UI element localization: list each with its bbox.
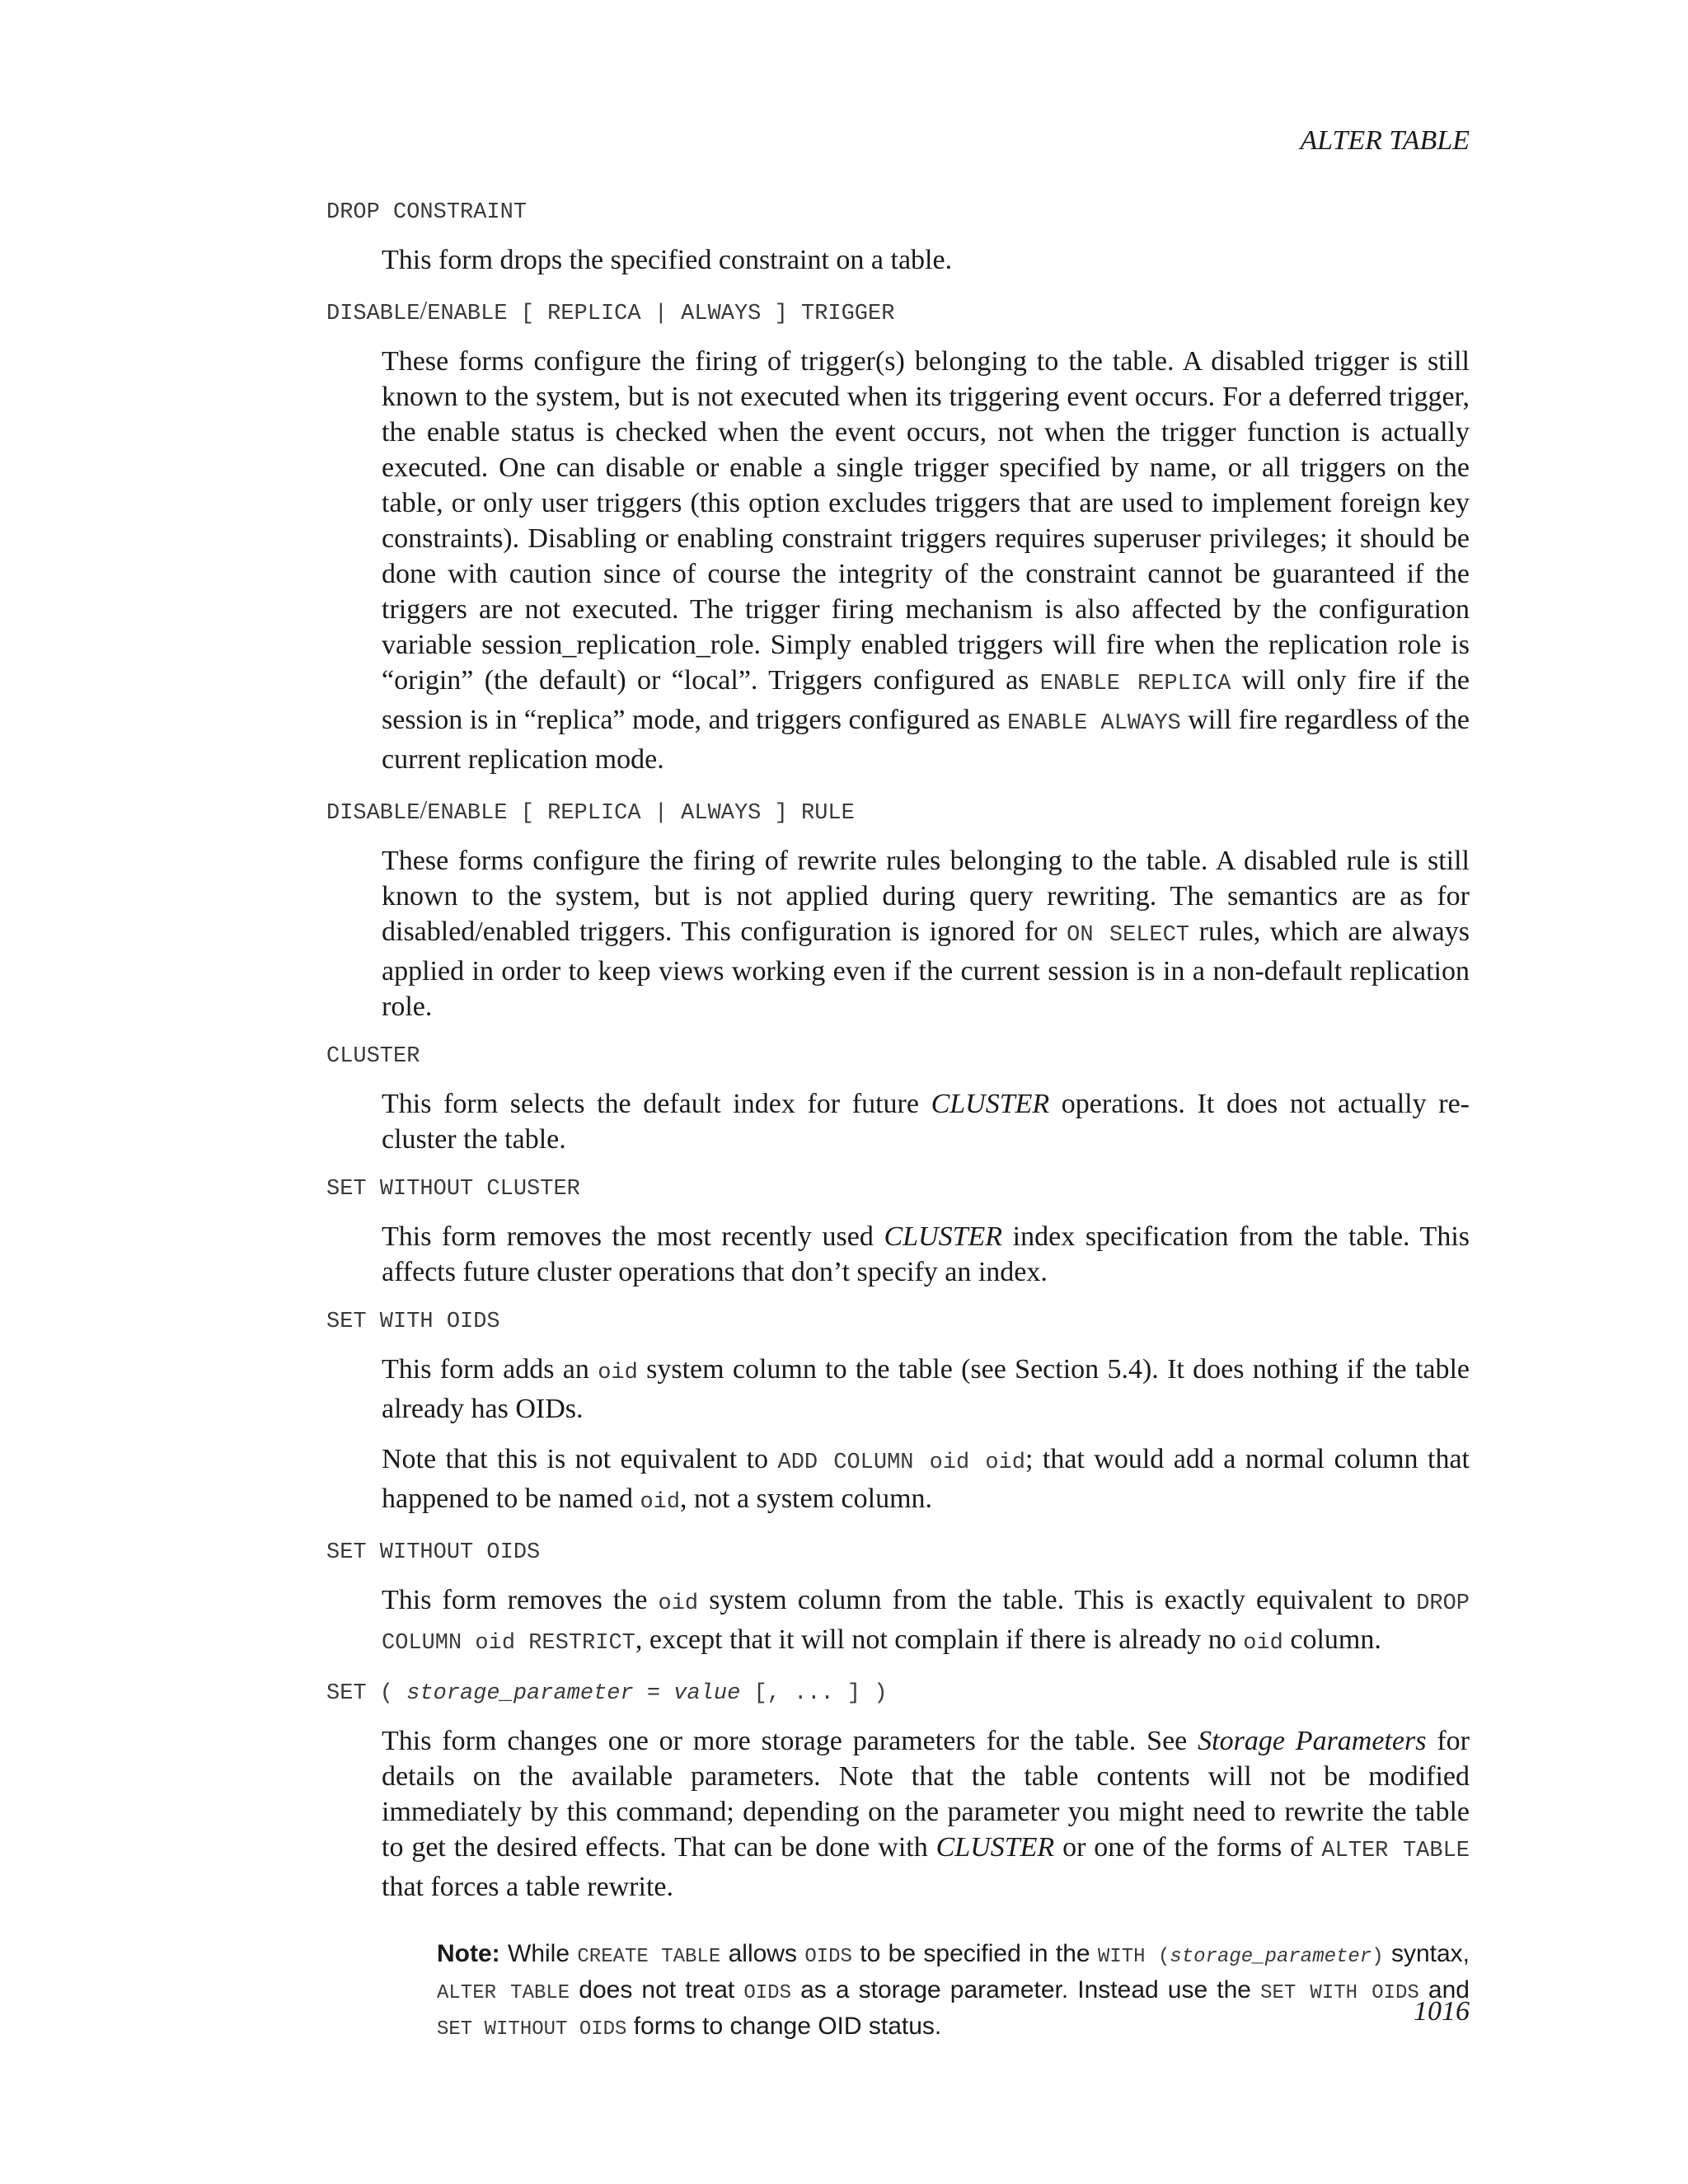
desc-set-storage-parameter: This form changes one or more storage parameters for the table. See Storage Parameters for details on the available parameters. Note that the table contents will not be modified immediately by this command; depending on the parameter you might need to rewrite the table to get the desired effects. That can be done with CLUSTER or one of the forms of ALTER TABLE that forces a table rewrite. <box>382 1726 1470 1902</box>
term-set-storage-parameter: SET ( storage_parameter = value [, ... ] ) <box>326 1681 888 1706</box>
desc-set-without-oids: This form removes the oid system column from the table. This is exactly equivalent to DROP COLUMN oid RESTRICT, except that it will not complain if there is already no oid column. <box>382 1585 1470 1656</box>
desc-disable-enable-rule: These forms configure the firing of rewrite rules belonging to the table. A disabled rule is still known to the system, but is not applied during query rewriting. The semantics are as for disabled/enabled triggers. This configuration is ignored for ON SELECT rules, which are always applied in order to keep views working even if the current session is in a non-default replication role. <box>382 846 1470 1022</box>
term-cluster: CLUSTER <box>326 1044 420 1069</box>
note-box: Note: While CREATE TABLE allows OIDS to be specified in the WITH (storage_parameter) syntax, ALTER TABLE does not treat OIDS as a storage parameter. Instead use the SET WITH OIDS and SET WITHOUT OIDS forms to change OID status. <box>437 1940 1470 2041</box>
term-disable-enable-trigger: DISABLE/ENABLE [ REPLICA | ALWAYS ] TRIGGER <box>326 295 895 326</box>
desc-cluster: This form selects the default index for future CLUSTER operations. It does not actually re-cluster the table. <box>382 1089 1470 1155</box>
desc-set-with-oids: This form adds an oid system column to the table (see Section 5.4). It does nothing if the table already has OIDs. <box>382 1354 1470 1424</box>
term-set-without-cluster: SET WITHOUT CLUSTER <box>326 1177 580 1202</box>
term-disable-enable-rule: DISABLE/ENABLE [ REPLICA | ALWAYS ] RULE <box>326 794 855 826</box>
term-set-without-oids: SET WITHOUT OIDS <box>326 1540 541 1565</box>
page-number: 1016 <box>1414 1996 1470 2027</box>
desc-set-with-oids-note: Note that this is not equivalent to ADD COLUMN oid oid; that would add a normal column that happened to be named oid, not a system column. <box>382 1444 1470 1515</box>
desc-set-without-cluster: This form removes the most recently used CLUSTER index specification from the table. This affects future cluster operations that don’t specify an index. <box>382 1221 1470 1287</box>
running-header: ALTER TABLE <box>1300 125 1470 156</box>
desc-drop-constraint: This form drops the specified constraint on a table. <box>382 245 953 275</box>
note-label: Note: <box>437 1940 500 1967</box>
desc-disable-enable-trigger: These forms configure the firing of trigger(s) belonging to the table. A disabled trigger is still known to the system, but is not executed when its triggering event occurs. For a deferred trigger, the enable status is checked when the event occurs, not when the trigger function is actually executed. One can disable or enable a single trigger specified by name, or all triggers on the table, or only user triggers (this option excludes triggers that are used to implement foreign key constraints). Disabling or enabling constraint triggers requires superuser privileges; it should be done with caution since of course the integrity of the constraint cannot be guaranteed if the triggers are not executed. The trigger firing mechanism is also affected by the configuration variable session_replication_role. Simply enabled triggers will fire when the replication role is “origin” (the default) or “local”. Triggers configured as ENABLE REPLICA will only fire if the session is in “replica” mode, and triggers configured as ENABLE ALWAYS will fire regardless of the current replication mode. <box>382 346 1470 775</box>
reference-content <box>326 195 1470 2046</box>
term-set-with-oids: SET WITH OIDS <box>326 1310 500 1334</box>
term-drop-constraint: DROP CONSTRAINT <box>326 200 528 225</box>
